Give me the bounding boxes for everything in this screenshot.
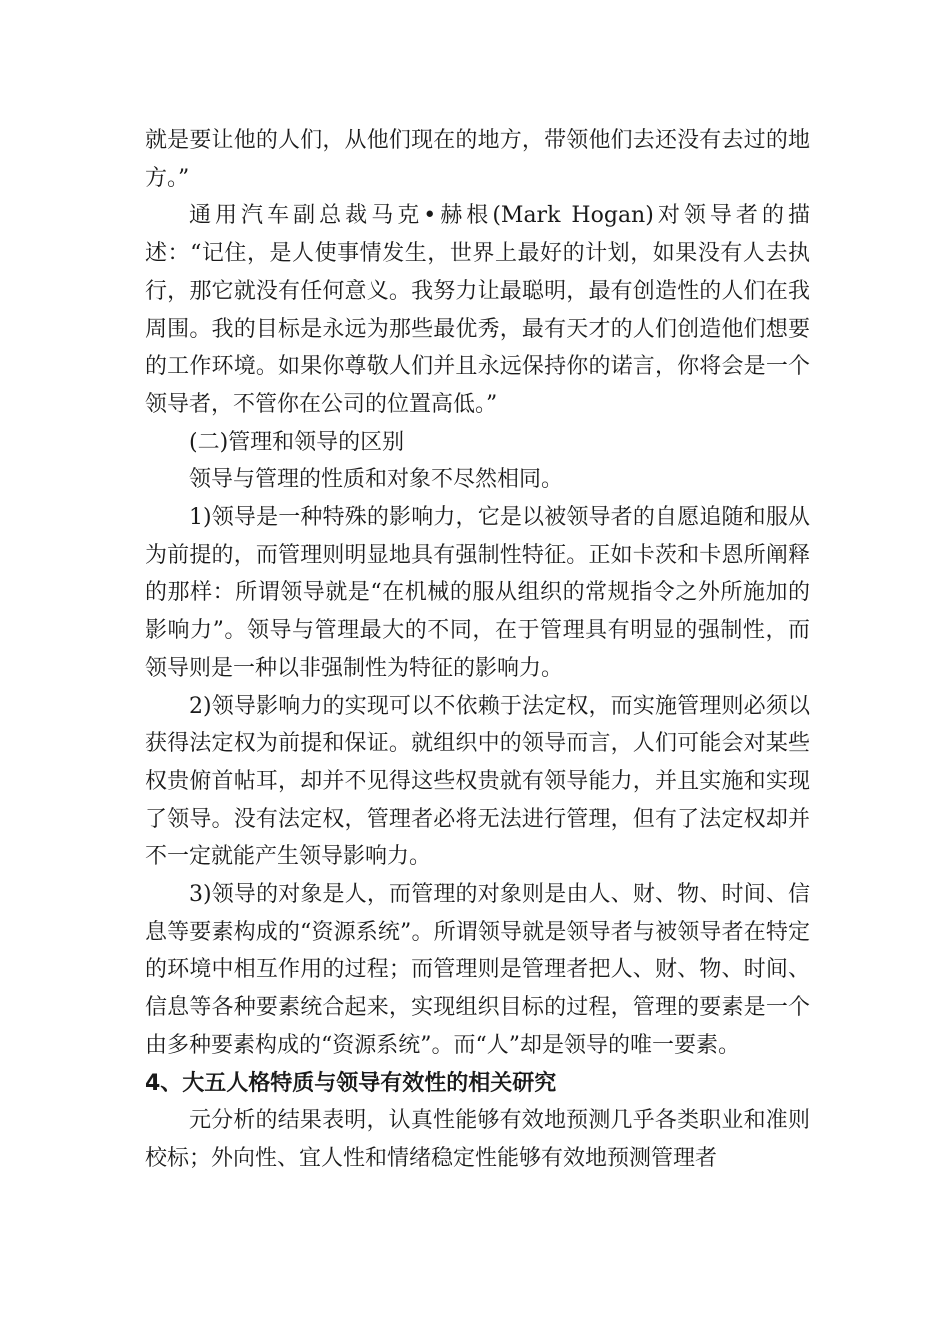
paragraph-continuation: 就是要让他的人们，从他们现在的地方，带领他们去还没有去过的地方。”: [145, 128, 810, 191]
subheading-management-vs-leadership: (二)管理和领导的区别: [189, 429, 405, 455]
paragraph-point-3: 3)领导的对象是人，而管理的对象则是由人、财、物、时间、信息等要素构成的“资源系统”。所谓领导就是领导者与被领导者在特定的环境中相互作用的过程；而管理则是管理者把人、财、物、时间、信息等各种要素统合起来，实现组织目标的过程，管理的要素是一个由多种要素构成的“资源系统”。而“人”却是领导的唯一要素。: [145, 882, 810, 1058]
paragraph-meta-analysis: 元分析的结果表明，认真性能够有效地预测几乎各类职业和准则校标；外向性、宜人性和情绪稳定性能够有效地预测管理者: [145, 1108, 810, 1171]
paragraph-mark-hogan-quote: 通用汽车副总裁马克•赫根(Mark Hogan)对领导者的描述：“记住，是人使事情发生，世界上最好的计划，如果没有人去执行，那它就没有任何意义。我努力让最聪明，最有创造性的人们在我周围。我的目标是永远为那些最优秀，最有天才的人们创造他们想要的工作环境。如果你尊敬人们并且永远保持你的诺言，你将会是一个领导者，不管你在公司的位置高低。”: [145, 203, 810, 417]
document-body: [145, 122, 810, 1178]
paragraph-point-1: 1)领导是一种特殊的影响力，它是以被领导者的自愿追随和服从为前提的，而管理则明显地具有强制性特征。正如卡茨和卡恩所阐释的那样：所谓领导就是“在机械的服从组织的常规指令之外所施加的影响力”。领导与管理最大的不同，在于管理具有明显的强制性，而领导则是一种以非强制性为特征的影响力。: [145, 505, 810, 681]
paragraph-point-2: 2)领导影响力的实现可以不依赖于法定权，而实施管理则必须以获得法定权为前提和保证。就组织中的领导而言，人们可能会对某些权贵俯首帖耳，却并不见得这些权贵就有领导能力，并且实施和实现了领导。没有法定权，管理者必将无法进行管理，但有了法定权却并不一定就能产生领导影响力。: [145, 693, 810, 870]
paragraph-intro-difference: 领导与管理的性质和对象不尽然相同。: [189, 467, 564, 493]
section-heading-big-five: 4、大五人格特质与领导有效性的相关研究: [145, 1070, 557, 1096]
